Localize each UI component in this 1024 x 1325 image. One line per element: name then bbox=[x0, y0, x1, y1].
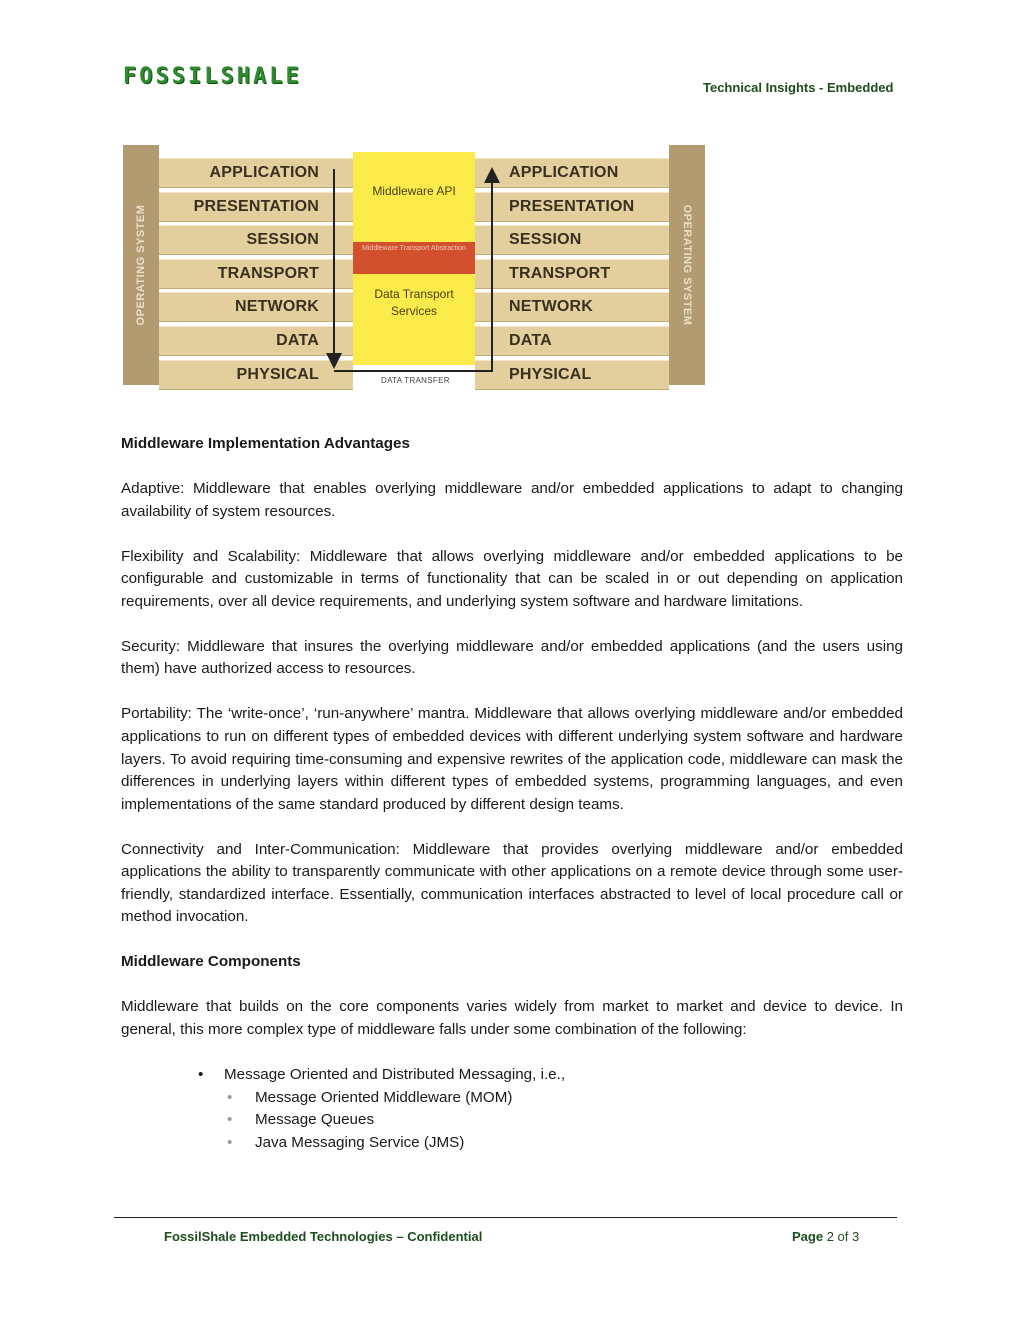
middleware-api-label: Middleware API bbox=[372, 184, 456, 198]
footer-divider bbox=[114, 1217, 897, 1218]
layer-presentation-left: PRESENTATION bbox=[159, 192, 353, 222]
osi-middleware-diagram bbox=[123, 145, 705, 390]
company-logo: FOSSILSHALE bbox=[123, 64, 302, 89]
components-list bbox=[121, 1064, 903, 1154]
paragraph-components-intro: Middleware that builds on the core components varies widely from market to market and device to device. In general, this more complex type of middleware falls under some combination of the following: bbox=[121, 998, 903, 1039]
layer-application-left: APPLICATION bbox=[159, 158, 353, 188]
middleware-transport-abstraction: Middleware Transport Abstraction bbox=[353, 242, 475, 274]
sub-list-item: • Java Messaging Service (JMS) bbox=[121, 1132, 903, 1155]
paragraph-flexibility: Flexibility and Scalability: Middleware that allows overlying middleware and/or embedded applications to be configurable and customizable in terms of functionality that can be scaled in or out depending on application requirements, over all device requirements, and underlying system software and hardware limitations. bbox=[121, 547, 903, 610]
layer-application-right: APPLICATION bbox=[475, 158, 669, 188]
layer-physical-left: PHYSICAL bbox=[159, 360, 353, 390]
paragraph-connectivity: Connectivity and Inter-Communication: Middleware that provides overlying middleware and/or embedded applications the ability to transparently communicate with other applications on a remote device through some user-friendly, standardized interface. Essentially, communication interfaces abstracted to level of local procedure call or method invocation. bbox=[121, 840, 903, 926]
list-item: • Message Oriented and Distributed Messaging, i.e., bbox=[121, 1064, 903, 1087]
os-label-left: OPERATING SYSTEM bbox=[135, 204, 147, 326]
layer-physical-right: PHYSICAL bbox=[475, 360, 669, 390]
page-word: Page bbox=[792, 1229, 824, 1244]
header-section-title: Technical Insights - Embedded bbox=[703, 80, 894, 95]
data-transfer-arrows bbox=[123, 145, 705, 390]
sub-list-item: • Message Queues bbox=[121, 1109, 903, 1132]
paragraph-security: Security: Middleware that insures the overlying middleware and/or embedded applications (and the users using them) have authorized access to resources. bbox=[121, 637, 903, 678]
footer-confidential: FossilShale Embedded Technologies – Confidential bbox=[164, 1229, 483, 1244]
layer-network-right: NETWORK bbox=[475, 292, 669, 322]
layer-presentation-right: PRESENTATION bbox=[475, 192, 669, 222]
layer-session-left: SESSION bbox=[159, 225, 353, 255]
page-count: 2 of 3 bbox=[826, 1229, 860, 1244]
layer-data-right: DATA bbox=[475, 326, 669, 356]
sub-list-item: • Message Oriented Middleware (MOM) bbox=[121, 1087, 903, 1110]
data-transport-services-label: Data Transport Services bbox=[374, 287, 454, 318]
os-label-right: OPERATING SYSTEM bbox=[681, 204, 693, 326]
heading-advantages: Middleware Implementation Advantages bbox=[121, 435, 410, 452]
layer-session-right: SESSION bbox=[475, 225, 669, 255]
footer-page-number bbox=[792, 1229, 859, 1244]
layer-transport-left: TRANSPORT bbox=[159, 259, 353, 289]
layer-network-left: NETWORK bbox=[159, 292, 353, 322]
heading-components: Middleware Components bbox=[121, 953, 301, 971]
paragraph-portability: Portability: The ‘write-once’, ‘run-anywhere’ mantra. Middleware that allows overlying middleware and/or embedded applications to run on different types of embedded devices with different underlying system software and hardware layers. To avoid requiring time-consuming and expensive rewrites of the application code, middleware can mask the differences in underlying layers within different types of embedded systems, programming languages, and even implementations of the same standard produced by different design teams. bbox=[121, 705, 903, 813]
transfer-line bbox=[334, 175, 492, 371]
layer-transport-right: TRANSPORT bbox=[475, 259, 669, 289]
layer-data-left: DATA bbox=[159, 326, 353, 356]
paragraph-adaptive: Adaptive: Middleware that enables overlying middleware and/or embedded applications to adapt to changing availability of system resources. bbox=[121, 479, 903, 520]
data-transfer-label: DATA TRANSFER bbox=[381, 376, 450, 385]
document-body bbox=[121, 433, 903, 1154]
